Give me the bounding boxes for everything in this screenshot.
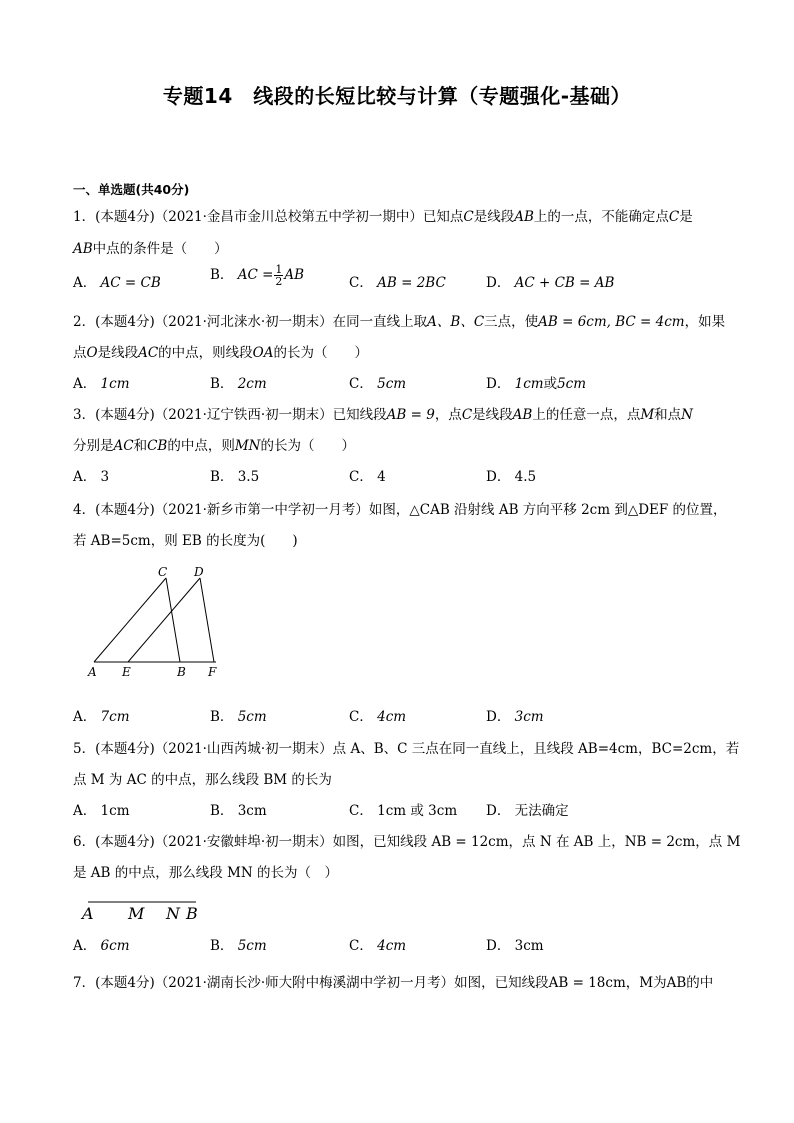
segment-ed <box>128 578 200 662</box>
option-a[interactable]: A． AC = CB <box>73 275 161 291</box>
question-3-options <box>73 465 733 485</box>
option-c[interactable]: C． 1cm 或 3cm <box>349 803 458 819</box>
option-d[interactable]: D． 1cm或5cm <box>486 376 587 392</box>
point-a-label: A <box>88 665 97 679</box>
page-title: 专题14 线段的长短比较与计算（专题强化-基础） <box>162 84 632 108</box>
option-a[interactable]: A． 3 <box>73 469 110 485</box>
question-5-line-1: 5．(本题4分)（2021·山西芮城·初一期末）点 A、B、C 三点在同一直线上，且线段 AB=4cm，BC=2cm，若 <box>73 741 740 757</box>
question-3-line-2: 分别是AC和CB的中点，则MN的长为（ ） <box>73 438 355 454</box>
option-b[interactable]: B． 3.5 <box>210 469 260 485</box>
option-b[interactable]: B． 3cm <box>210 803 267 819</box>
option-b[interactable]: B． AC = $\frac{1}{2}$ AB <box>210 263 305 288</box>
section-heading: 一、单选题(共40分) <box>73 182 190 197</box>
question-4-line-2: 若 AB=5cm，则 EB 的长度为( ) <box>73 533 298 549</box>
segment-cb <box>166 578 180 662</box>
point-n-label: N <box>166 904 180 923</box>
option-c[interactable]: C． 4cm <box>349 938 407 954</box>
question-2-line-2: 点O是线段AC的中点，则线段OA的长为（ ） <box>73 345 368 361</box>
segment-amnb-figure <box>78 895 208 925</box>
fraction-one-half: $\frac{1}{2}$ <box>275 263 283 288</box>
point-c-label: C <box>158 565 168 579</box>
option-c[interactable]: C． 4 <box>349 469 386 485</box>
option-b[interactable]: B． 2cm <box>210 376 267 392</box>
segment-df <box>200 578 214 662</box>
segment-ac <box>94 578 166 662</box>
option-d[interactable]: D． 4.5 <box>486 469 537 485</box>
option-a[interactable]: A． 1cm <box>73 803 130 819</box>
option-c[interactable]: C． 5cm <box>349 376 407 392</box>
option-d[interactable]: D． 3cm <box>486 709 544 725</box>
point-a-label: A <box>82 904 94 923</box>
option-b[interactable]: B． 5cm <box>210 709 267 725</box>
question-4-line-1: 4．(本题4分)（2021·新乡市第一中学初一月考）如图，△CAB 沿射线 AB 方向平移 2cm 到△DEF 的位置， <box>73 502 727 518</box>
question-2-line-1: 2．(本题4分)（2021·河北涞水·初一期末）在同一直线上取A、B、C三点，使AB = 6cm, BC = 4cm，如果 <box>73 314 726 330</box>
question-5-line-2: 点 M 为 AC 的中点，那么线段 BM 的长为 <box>73 772 332 788</box>
point-m-label: M <box>128 904 145 923</box>
question-1-options <box>73 263 733 291</box>
option-c[interactable]: C． AB = 2BC <box>349 275 446 291</box>
option-a[interactable]: A． 1cm <box>73 376 130 392</box>
question-1-line-2: AB中点的条件是（ ） <box>73 241 228 257</box>
point-e-label: E <box>122 665 131 679</box>
option-d[interactable]: D． 3cm <box>486 938 544 954</box>
question-3-line-1: 3．(本题4分)（2021·辽宁铁西·初一期末）已知线段AB = 9，点C是线段AB上的任意一点，点M和点N <box>73 407 693 423</box>
question-1-line-1: 1．(本题4分)（2021·金昌市金川总校第五中学初一期中）已知点C是线段AB上的一点，不能确定点C是 <box>73 209 693 225</box>
question-4-options <box>73 705 733 725</box>
question-5-options <box>73 799 733 819</box>
translation-triangle-figure <box>80 562 230 682</box>
question-2-options <box>73 372 733 392</box>
option-d[interactable]: D． 无法确定 <box>486 803 569 819</box>
question-7-line-1: 7．(本题4分)（2021·湖南长沙·师大附中梅溪湖中学初一月考）如图，已知线段AB = 18cm，M为AB的中 <box>73 975 714 991</box>
point-b-label: B <box>177 665 186 679</box>
option-d[interactable]: D． AC + CB = AB <box>486 275 615 291</box>
point-f-label: F <box>208 665 217 679</box>
option-c[interactable]: C． 4cm <box>349 709 407 725</box>
question-6-options <box>73 934 733 954</box>
option-a[interactable]: A． 7cm <box>73 709 130 725</box>
point-d-label: D <box>194 565 204 579</box>
question-6-line-1: 6．(本题4分)（2021·安徽蚌埠·初一期末）如图，已知线段 AB = 12cm，点 N 在 AB 上，NB = 2cm，点 M <box>73 834 741 850</box>
question-6-line-2: 是 AB 的中点，那么线段 MN 的长为（ ） <box>73 865 338 881</box>
option-a[interactable]: A． 6cm <box>73 938 130 954</box>
point-b-label: B <box>186 904 198 923</box>
option-b[interactable]: B． 5cm <box>210 938 267 954</box>
